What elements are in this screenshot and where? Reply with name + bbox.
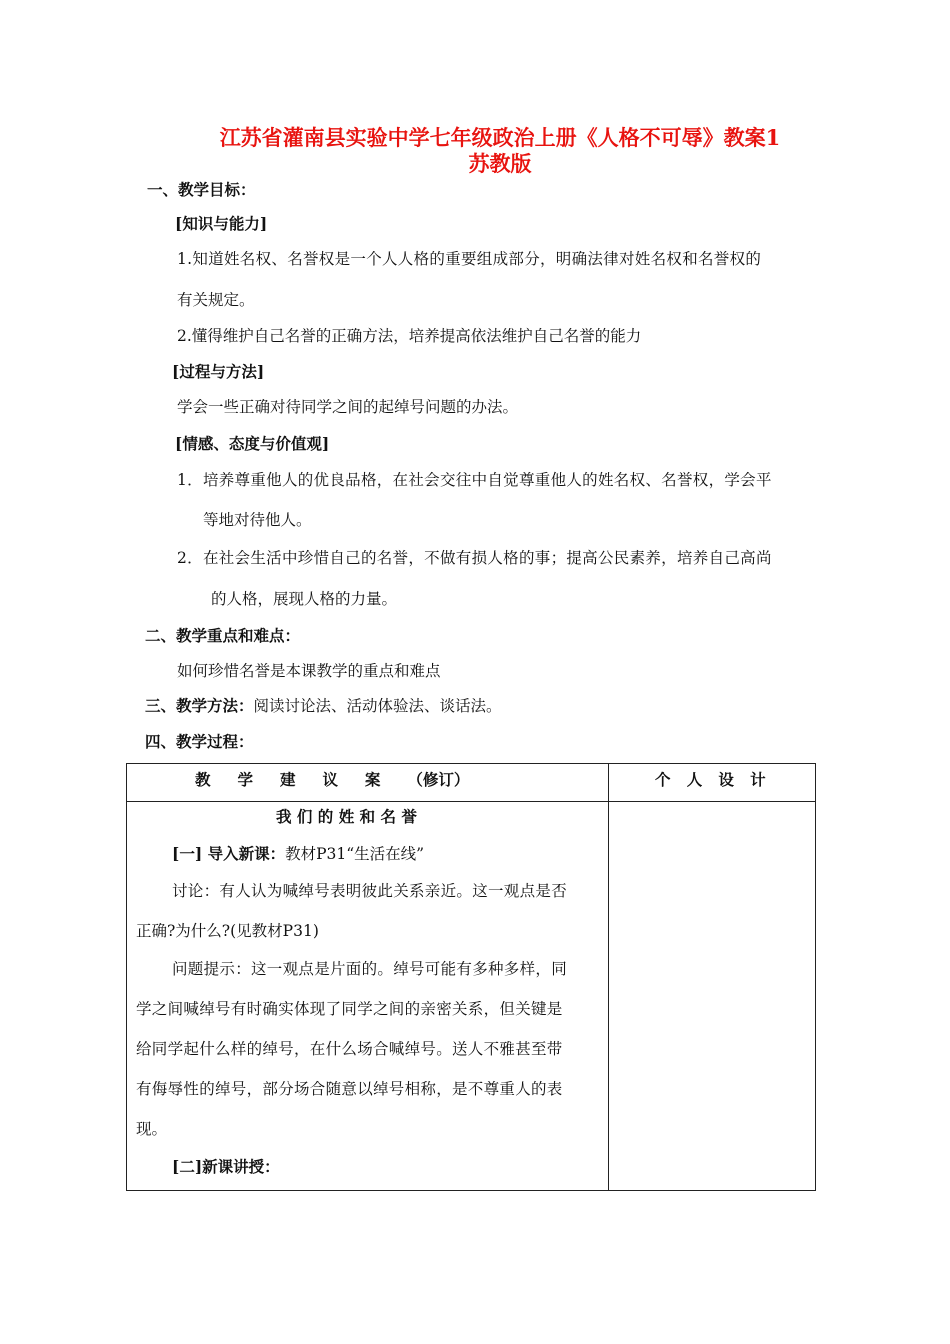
section-heading-keypoints: 二、教学重点和难点：	[145, 626, 301, 645]
hint-line-1: 问题提示：这一观点是片面的。绰号可能有多种多样，同	[172, 960, 568, 978]
knowledge-item-2: 2.懂得维护自己名誉的正确方法，培养提高依法维护自己名誉的能力	[177, 327, 642, 345]
hint-line-4: 有侮辱性的绰号，部分场合随意以绰号相称，是不尊重人的表	[136, 1080, 563, 1098]
header-cell-personal	[609, 764, 816, 802]
document-title-line2: 苏教版	[468, 151, 532, 176]
header-cell-suggestion	[127, 764, 609, 802]
step-1-text: 教材P31“生活在线”	[285, 845, 425, 863]
knowledge-item-1-cont: 有关规定。	[177, 291, 255, 309]
table-header-row	[127, 764, 816, 802]
process-text: 学会一些正确对待同学之间的起绰号问题的办法。	[177, 398, 519, 416]
methods-text: 阅读讨论法、活动体验法、谈话法。	[253, 697, 502, 715]
content-cell	[127, 802, 609, 1191]
step-1	[172, 844, 424, 864]
emotion-item-1-cont: 等地对待他人。	[203, 511, 312, 529]
subheading-knowledge: [知识与能力]	[175, 214, 268, 233]
section-heading-process: 四、教学过程：	[145, 732, 254, 751]
lesson-title: 我 们 的 姓 和 名 誉	[276, 807, 417, 826]
knowledge-item-1: 1.知道姓名权、名誉权是一个人人格的重要组成部分，明确法律对姓名权和名誉权的	[177, 250, 762, 268]
document-title: 江苏省灌南县实验中学七年级政治上册《人格不可辱》教案1	[219, 125, 781, 150]
lesson-plan-table	[126, 763, 816, 1191]
header-suggestion-label: 教 学 建 议 案 （修订）	[195, 770, 470, 789]
table-body-row	[127, 802, 816, 1191]
header-personal-label: 个 人 设 计	[655, 770, 766, 789]
section-heading-methods: 三、教学方法：	[145, 696, 254, 715]
hint-line-3: 给同学起什么样的绰号，在什么场合喊绰号。送人不雅甚至带	[136, 1040, 563, 1058]
section-methods	[145, 696, 502, 716]
discussion-line-2: 正确?为什么?(见教材P31)	[136, 922, 319, 940]
section-heading-objectives: 一、教学目标：	[147, 180, 256, 199]
hint-line-5: 现。	[136, 1120, 168, 1138]
emotion-item-2: 2．在社会生活中珍惜自己的名誉，不做有损人格的事；提高公民素养，培养自己高尚	[177, 549, 772, 567]
emotion-item-1: 1．培养尊重他人的优良品格，在社会交往中自觉尊重他人的姓名权、名誉权，学会平	[177, 471, 772, 489]
keypoints-text: 如何珍惜名誉是本课教学的重点和难点	[177, 662, 441, 680]
personal-design-cell	[609, 802, 816, 1191]
subheading-emotion: [情感、态度与价值观]	[175, 434, 330, 453]
step-2-label: [二]新课讲授：	[172, 1157, 280, 1176]
step-1-label: [一] 导入新课：	[172, 844, 286, 863]
emotion-item-2-cont: 的人格，展现人格的力量。	[211, 590, 398, 608]
discussion-line-1: 讨论：有人认为喊绰号表明彼此关系亲近。这一观点是否	[172, 882, 568, 900]
hint-line-2: 学之间喊绰号有时确实体现了同学之间的亲密关系，但关键是	[136, 1000, 563, 1018]
subheading-process: [过程与方法]	[172, 362, 265, 381]
